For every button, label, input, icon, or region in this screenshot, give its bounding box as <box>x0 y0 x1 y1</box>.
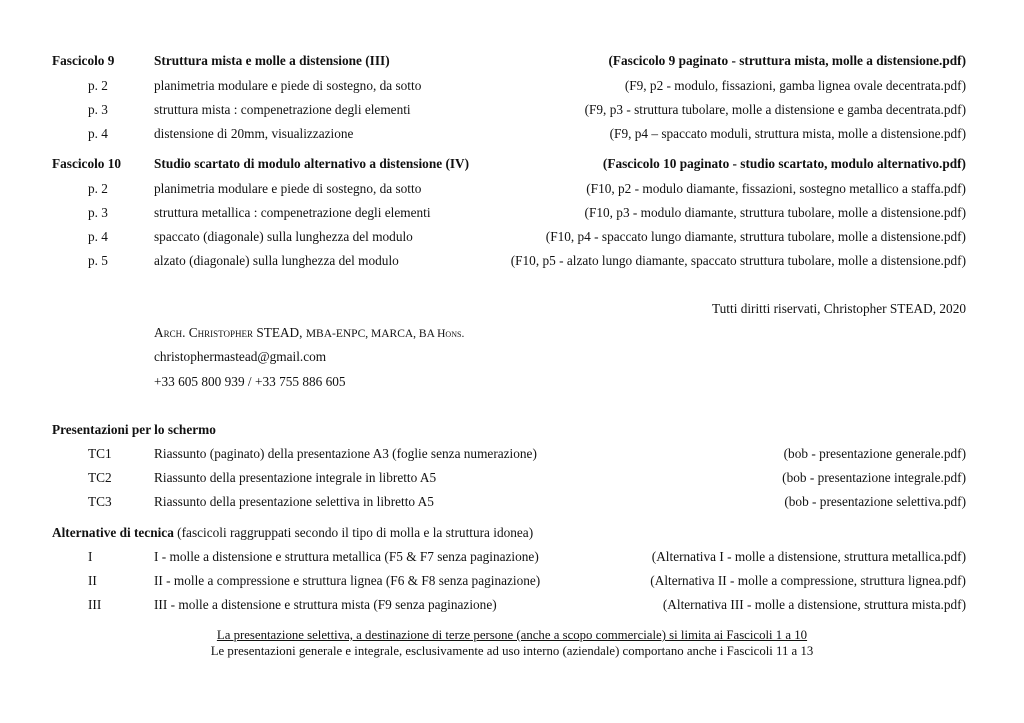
page-number: p. 5 <box>88 253 108 268</box>
page-row <box>52 180 966 198</box>
alternative-heading: Alternative di tecnica <box>52 525 174 540</box>
page-description: planimetria modulare e piede di sostegno, da sotto <box>154 181 422 196</box>
presentation-description: Riassunto (paginato) della presentazione A3 (foglie senza numerazione) <box>154 446 537 461</box>
presentation-code: TC2 <box>88 470 112 485</box>
page-row <box>52 101 966 119</box>
page-row <box>52 204 966 222</box>
alternative-description: III - molle a distensione e struttura mista (F9 senza paginazione) <box>154 597 497 612</box>
author-name <box>154 324 464 343</box>
alternative-subheading: (fascicoli raggruppati secondo il tipo di molla e la struttura idonea) <box>173 525 534 540</box>
page-row <box>52 77 966 95</box>
page-file: (F9, p4 – spaccato moduli, struttura mista, molle a distensione.pdf) <box>609 126 966 141</box>
presentation-row <box>52 445 966 463</box>
fascicolo-9-header <box>52 52 966 70</box>
presentation-description: Riassunto della presentazione integrale in libretto A5 <box>154 470 437 485</box>
presentation-row <box>52 493 966 511</box>
author-prefix: Arch. Christopher <box>154 325 253 340</box>
page-number: p. 4 <box>88 126 108 141</box>
alternative-file: (Alternativa II - molle a compressione, struttura lignea.pdf) <box>650 573 966 588</box>
copyright-text: Tutti diritti riservati, Christopher STEAD, 2020 <box>712 301 966 316</box>
presentation-file: (bob - presentazione generale.pdf) <box>783 446 966 461</box>
page-row <box>52 252 966 270</box>
presentation-file: (bob - presentazione integrale.pdf) <box>782 470 966 485</box>
alternative-description: I - molle a distensione e struttura metallica (F5 & F7 senza paginazione) <box>154 549 539 564</box>
fascicolo-title: Studio scartato di modulo alternativo a distensione (IV) <box>154 156 470 171</box>
fascicolo-label: Fascicolo 10 <box>52 156 122 171</box>
section-heading <box>52 524 533 542</box>
page-description: spaccato (diagonale) sulla lunghezza del modulo <box>154 229 413 244</box>
alternative-file: (Alternativa I - molle a distensione, struttura metallica.pdf) <box>651 549 966 564</box>
page-file: (F9, p2 - modulo, fissazioni, gamba lignea ovale decentrata.pdf) <box>624 78 966 93</box>
fascicolo-file: (Fascicolo 10 paginato - studio scartato, modulo alternativo.pdf) <box>602 156 966 171</box>
page-description: struttura metallica : compenetrazione degli elementi <box>154 205 431 220</box>
page-row <box>52 125 966 143</box>
alternative-row <box>52 572 966 590</box>
contact-email-row <box>52 348 966 366</box>
alternative-file: (Alternativa III - molle a distensione, struttura mista.pdf) <box>662 597 966 612</box>
author-surname: STEAD, <box>256 325 303 340</box>
page-file: (F10, p5 - alzato lungo diamante, spaccato struttura tubolare, molle a distensione.pdf) <box>510 253 966 268</box>
alternative-description: II - molle a compressione e struttura lignea (F6 & F8 senza paginazione) <box>154 573 541 588</box>
author-email[interactable]: christophermastead@gmail.com <box>154 349 327 364</box>
copyright-row <box>52 300 966 318</box>
page-number: p. 4 <box>88 229 108 244</box>
page-file: (F10, p2 - modulo diamante, fissazioni, sostegno metallico a staffa.pdf) <box>586 181 966 196</box>
footer-text: Le presentazioni generale e integrale, esclusivamente ad uso interno (aziendale) comportano anche i Fascicoli 11 a 13 <box>210 644 814 658</box>
alternative-row <box>52 548 966 566</box>
fascicolo-10-header <box>52 155 966 173</box>
contact-name-row <box>52 324 966 342</box>
page-number: p. 3 <box>88 205 108 220</box>
page-description: struttura mista : compenetrazione degli elementi <box>154 102 411 117</box>
fascicolo-file: (Fascicolo 9 paginato - struttura mista, molle a distensione.pdf) <box>608 53 966 68</box>
page-file: (F10, p4 - spaccato lungo diamante, struttura tubolare, molle a distensione.pdf) <box>545 229 966 244</box>
fascicolo-label: Fascicolo 9 <box>52 53 115 68</box>
page-number: p. 2 <box>88 181 108 196</box>
footer-note-1 <box>0 628 1024 643</box>
alternative-code: II <box>88 573 97 588</box>
alternative-code: III <box>88 597 102 612</box>
presentazioni-heading-row <box>52 421 966 439</box>
footer-note-2 <box>0 644 1024 659</box>
page-description: planimetria modulare e piede di sostegno, da sotto <box>154 78 422 93</box>
page-number: p. 3 <box>88 102 108 117</box>
page-file: (F9, p3 - struttura tubolare, molle a distensione e gamba decentrata.pdf) <box>584 102 966 117</box>
page-file: (F10, p3 - modulo diamante, struttura tubolare, molle a distensione.pdf) <box>584 205 966 220</box>
section-heading: Presentazioni per lo schermo <box>52 422 216 437</box>
presentation-code: TC1 <box>88 446 112 461</box>
page-description: alzato (diagonale) sulla lunghezza del modulo <box>154 253 399 268</box>
presentation-code: TC3 <box>88 494 112 509</box>
alternative-heading-row <box>52 524 966 542</box>
author-phone: +33 605 800 939 / +33 755 886 605 <box>154 374 346 389</box>
footer-text-underlined: La presentazione selettiva, a destinazione di terze persone (anche a scopo commerciale) si limita ai Fascicoli 1 a 10 <box>216 628 808 642</box>
author-credentials: MBA-ENPC, MARCA, BA Hons. <box>305 328 465 340</box>
page-number: p. 2 <box>88 78 108 93</box>
fascicolo-title: Struttura mista e molle a distensione (III) <box>154 53 390 68</box>
page-row <box>52 228 966 246</box>
page-description: distensione di 20mm, visualizzazione <box>154 126 354 141</box>
contact-phone-row <box>52 373 966 391</box>
presentation-row <box>52 469 966 487</box>
alternative-code: I <box>88 549 93 564</box>
presentation-file: (bob - presentazione selettiva.pdf) <box>784 494 966 509</box>
alternative-row <box>52 596 966 614</box>
presentation-description: Riassunto della presentazione selettiva in libretto A5 <box>154 494 434 509</box>
